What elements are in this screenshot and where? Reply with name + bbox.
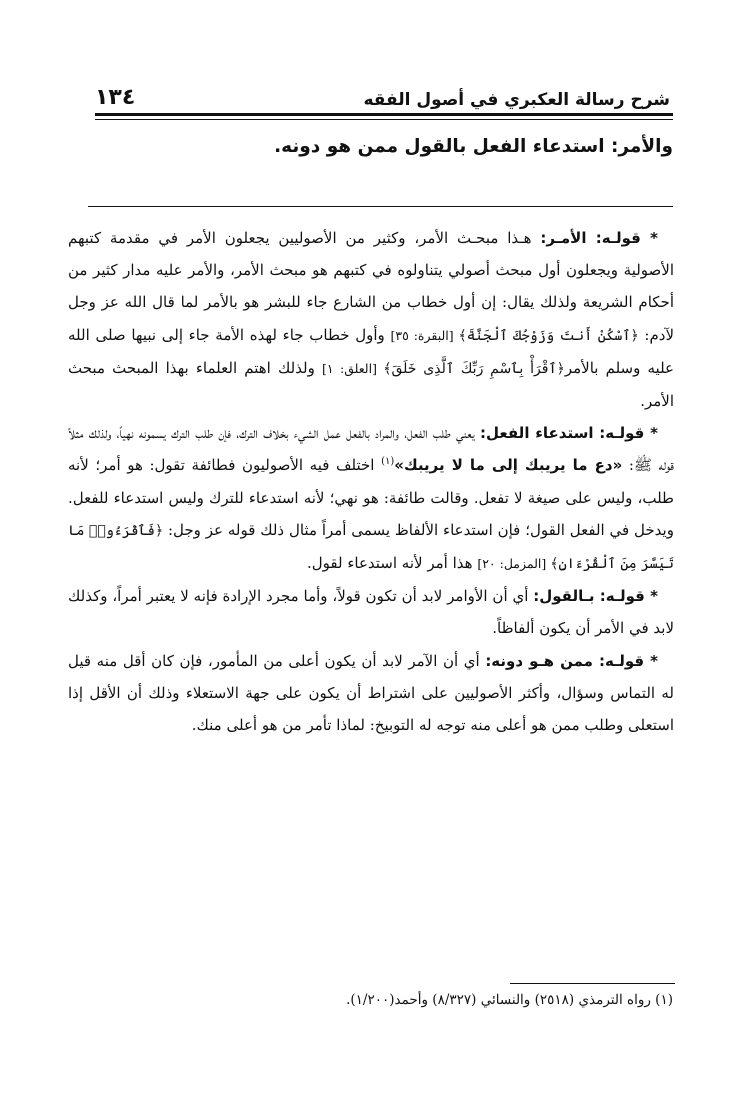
hadith-quote: «دع ما يريبك إلى ما لا يريبك» [394,456,623,475]
running-title: شرح رسالة العكبري في أصول الفقه [363,90,670,110]
paragraph-text: أي أن الآمر لابد أن يكون أعلى من المأمور، فإن كان أقل منه قيل له التماس وسؤال، وأكثر الأصوليين على اشتراط أن يكون على جهة الاستعلاء وذلك أن الأقل إذا استعلى وطلب ممن هو أعلى منه توجه له التوبيخ: لماذا تأمر من هو أعلى منك. [68,651,674,735]
paragraph-lead: * قولـه: بـالقول: [533,587,659,606]
verse-reference: [العلق: ١] [322,360,384,376]
commentary-paragraph-istidaa [68,417,674,580]
section-divider [88,206,673,207]
header-rule-thin [95,119,673,120]
paragraph-text: أي أن الأوامر لابد أن تكون قولاً، وأما مجرد الإرادة فإنه لا يعتبر أمراً، وكذلك لابد في الأمر أن يكون ألفاظاً. [68,587,674,638]
verse-reference: [البقرة: ٣٥] [390,327,459,343]
quran-verse: ﴿ٱقْرَأْ بِٱسْمِ رَبِّكَ ٱلَّذِى خَلَقَ﴾ [383,360,565,377]
main-text: والأمر: استدعاء الفعل بالقول ممن هو دونه. [274,136,673,157]
commentary-paragraph-amr [68,222,674,417]
paragraph-text: ولذلك اهتم العلماء بهذا المبحث مبحث الأمر. [68,358,674,411]
footnote: (١) رواه الترمذي (٢٥١٨) والنسائي (٨/٣٢٧) وأحمد(١/٢٠٠). [346,992,673,1008]
paragraph-text: يعني طلب الفعل، والمراد بالفعل عمل الشيء بخلاف الترك، فإن طلب الترك يسمونه نهياً، ولذلك مثلاً قوله ﷺ: [68,424,674,475]
header-rule-thick [95,113,673,116]
verse-reference: [المزمل: ٢٠] [477,556,551,572]
commentary-paragraph-qawl [68,580,674,644]
commentary-paragraph-dunahu [68,645,674,742]
running-header [95,80,670,110]
footnote-rule [510,983,675,984]
quran-verse: ﴿ٱسْكُنْ أَنتَ وَزَوْجُكَ ٱلْجَنَّةَ﴾ [458,327,639,344]
paragraph-text: اختلف فيه الأصوليون فطائفة تقول: هو أمر؛ لأنه طلب، وليس على صيغة لا تفعل. وقالت طائفة: هو نهي؛ لأنه استدعاء للترك وليس استدعاء للفعل. ويدخل في الفعل القول؛ فإن استدعاء الألفاظ يسمى أمراً مثال ذلك قوله عز وجل: [68,456,674,539]
page-number: ١٣٤ [95,85,136,110]
paragraph-text: هـذا مبحـث الأمر، وكثير من الأصوليين يجعلون الأمر في مقدمة كتبهم الأصولية ويجعلون أول مبحث أصولي يتناولوه في كتبهم هو مبحث الأمر، والأمر عليه مدار كثير من أحكام الشريعة ولذلك يقال: إن أول خطاب من الشارع جاء للبشر هو بالأمر لما قال الله عز وجل لآدم: [68,229,675,344]
quran-verse: ﴿فَٱقْرَءُوا۟ مَا تَيَسَّرَ مِنَ ٱلْقُرْءَانِ﴾ [68,522,674,573]
paragraph-text: هذا أمر لأنه استدعاء لقول. [306,554,478,573]
paragraph-lead: * قولـه: الأمـر: [540,229,658,247]
paragraph-text: وأول خطاب جاء لهذه الأمة جاء إلى نبيها صلى الله عليه وسلم بالأمر [68,325,674,377]
paragraph-lead: * قولـه: استدعاء الفعل: [480,424,658,443]
footnote-marker: (١) [381,456,395,468]
paragraph-lead: * قولـه: ممن هـو دونه: [485,651,658,670]
commentary [68,222,674,741]
